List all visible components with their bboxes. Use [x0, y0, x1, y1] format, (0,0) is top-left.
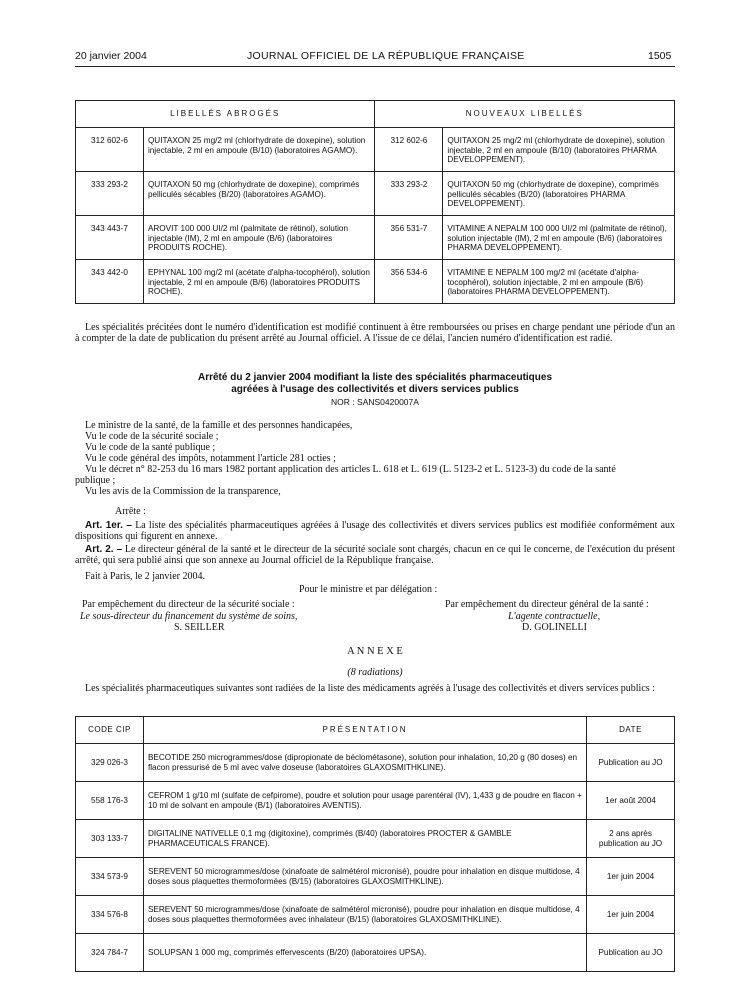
annexe-intro: Les spécialités pharmaceutiques suivantes sont radiées de la liste des médicaments agréés à l'usage des collectivités et divers services publics :	[85, 683, 655, 694]
old-text: AROVIT 100 000 UI/2 ml (palmitate de rétinol), solution injectable (IM), 2 ml en ampoule (B/6) (laboratoires PRODUITS ROCHE).	[143, 216, 375, 260]
new-code: 356 534-6	[375, 260, 443, 304]
cip-code: 334 573-9	[76, 858, 144, 896]
relabel-note: Les spécialités précitées dont le numéro d'identification est modifié continuent à être remboursées ou prises en charge pendant une période d'un an à compter de la date de publication du présent arrêté au Journal officiel. A l'issue de ce délai, l'ancien numéro d'identification est radié.	[75, 322, 675, 345]
article-1-label: Art. 1er. –	[85, 520, 132, 531]
relabel-table	[75, 100, 675, 304]
old-code: 333 293-2	[76, 172, 144, 216]
presentation-text: SOLUPSAN 1 000 mg, comprimés effervescents (B/20) (laboratoires UPSA).	[143, 934, 586, 972]
signature-right-1: Par empêchement du directeur général de la santé :	[445, 599, 649, 610]
page-number: 1505	[648, 50, 672, 62]
cip-code: 334 576-8	[76, 896, 144, 934]
annexe-title: A N N E X E	[347, 646, 403, 657]
presentation-text: SEREVENT 50 microgrammes/dose (xinafoate de salmétérol micronisé), poudre pour inhalation en disque multidose, 4 doses sous plaquettes thermoformées avec inhalateur (B/15) (laboratoires GLAXOSMITHKLINE).	[143, 896, 586, 934]
presentation-text: CEFROM 1 g/10 ml (sulfate de cefpirome), poudre et solution pour usage parentéral (IV), 1,433 g de poudre en flacon + 10 ml de solvant en ampoule (B/1) (laboratoires AVENTIS).	[143, 782, 586, 820]
radiation-date: 2 ans après publication au JO	[587, 820, 675, 858]
visa-line: publique ;	[75, 475, 116, 486]
new-text: QUITAXON 50 mg (chlorhydrate de doxepine), comprimés pelliculés sécables (B/20) (laboratoires PHARMA DEVELOPPEMENT).	[443, 172, 675, 216]
radiation-date: Publication au JO	[587, 934, 675, 972]
signature-left-1: Par empêchement du directeur de la sécurité sociale :	[82, 599, 295, 610]
radiation-date: 1er juin 2004	[587, 896, 675, 934]
radiation-table	[75, 716, 675, 972]
cip-code: 329 026-3	[76, 744, 144, 782]
table-row	[76, 782, 675, 820]
cip-code: 558 176-3	[76, 782, 144, 820]
nor-reference: NOR : SANS0420007A	[331, 397, 419, 407]
col-header-date: DATE	[587, 717, 675, 744]
table-header-row	[76, 717, 675, 744]
signature-right-2: L'agente contractuelle,	[508, 611, 601, 622]
signature-left-3: S. SEILLER	[174, 622, 225, 633]
header-rule	[75, 66, 675, 67]
header-date: 20 janvier 2004	[75, 50, 147, 62]
article-2	[75, 544, 675, 567]
col-header-new: NOUVEAUX LIBELLÉS	[375, 101, 675, 128]
article-1	[75, 520, 675, 543]
delegation-line: Pour le ministre et par délégation :	[299, 584, 438, 595]
presentation-text: DIGITALINE NATIVELLE 0,1 mg (digitoxine), comprimés (B/40) (laboratoires PROCTER & GAMBLE PHARMACEUTICALS FRANCE).	[143, 820, 586, 858]
fait-a-paris: Fait à Paris, le 2 janvier 2004.	[85, 571, 205, 582]
presentation-text: BECOTIDE 250 microgrammes/dose (dipropionate de béclométasone), solution pour inhalation, 10,20 g (80 doses) en flacon pressurisé de 5 ml avec valve doseuse (laboratoires GLAXOSMITHKLINE).	[143, 744, 586, 782]
journal-title: JOURNAL OFFICIEL DE LA RÉPUBLIQUE FRANÇAISE	[247, 50, 525, 62]
new-text: VITAMINE E NEPALM 100 mg/2 ml (acétate d'alpha-tocophérol), solution injectable, 2 ml en ampoule (B/6) (laboratoires PHARMA DEVELOPPEMENT).	[443, 260, 675, 304]
table-row	[76, 896, 675, 934]
table-row	[76, 820, 675, 858]
visa-line: Vu le code de la santé publique ;	[85, 442, 216, 453]
table-row	[76, 934, 675, 972]
radiation-date: 1er août 2004	[587, 782, 675, 820]
old-code: 343 442-0	[76, 260, 144, 304]
visa-line: Vu les avis de la Commission de la transparence,	[85, 486, 281, 497]
visa-line: Vu le code de la sécurité sociale ;	[85, 431, 219, 442]
article-2-text: Le directeur général de la santé et le directeur de la sécurité sociale sont chargés, chacun en ce qui le concerne, de l'exécution du présent arrêté, qui sera publié ainsi que son annexe au Journal officiel de la République française.	[75, 544, 676, 567]
cip-code: 303 133-7	[76, 820, 144, 858]
signature-left-2: Le sous-directeur du financement du système de soins,	[80, 611, 298, 622]
signature-right-3: D. GOLINELLI	[522, 622, 587, 633]
table-row	[76, 260, 675, 304]
visa-line: Vu le décret n° 82-253 du 16 mars 1982 portant application des articles L. 618 et L. 619 (L. 5123-2 et L. 5123-3) du code de la santé	[85, 464, 616, 475]
annexe-subtitle: (8 radiations)	[347, 667, 403, 678]
arrete-title-1: Arrêté du 2 janvier 2004 modifiant la liste des spécialités pharmaceutiques	[197, 372, 553, 383]
col-header-code: CODE CIP	[76, 717, 144, 744]
old-text: EPHYNAL 100 mg/2 ml (acétate d'alpha-tocophérol), solution injectable, 2 ml en ampoule (B/6) (laboratoires PRODUITS ROCHE).	[143, 260, 375, 304]
table-row	[76, 172, 675, 216]
article-1-text: La liste des spécialités pharmaceutiques agréées à l'usage des collectivités et divers services publics est modifiée conformément aux dispositions qui figurent en annexe.	[75, 520, 676, 543]
col-header-presentation: PRÉSENTATION	[143, 717, 586, 744]
old-text: QUITAXON 25 mg/2 ml (chlorhydrate de doxepine), solution injectable, 2 ml en ampoule (B/10) (laboratoires AGAMO).	[143, 128, 375, 172]
table-row	[76, 128, 675, 172]
old-code: 343 443-7	[76, 216, 144, 260]
new-code: 312 602-6	[375, 128, 443, 172]
table-row	[76, 216, 675, 260]
visa-line: Le ministre de la santé, de la famille et des personnes handicapées,	[85, 420, 353, 431]
new-text: VITAMINE A NEPALM 100 000 UI/2 ml (palmitate de rétinol), solution injectable (IM), 2 ml en ampoule (B/6) (laboratoires PHARMA DEVELOPPEMENT).	[443, 216, 675, 260]
presentation-text: SEREVENT 50 microgrammes/dose (xinafoate de salmétérol micronisé), poudre pour inhalation en disque multidose, 4 doses sous plaquettes thermoformées (B/15) (laboratoires GLAXOSMITHKLINE).	[143, 858, 586, 896]
old-text: QUITAXON 50 mg (chlorhydrate de doxepine), comprimés pelliculés sécables (B/20) (laboratoires AGAMO).	[143, 172, 375, 216]
table-row	[76, 744, 675, 782]
new-code: 356 531-7	[375, 216, 443, 260]
article-2-label: Art. 2. –	[85, 544, 123, 555]
visa-line: Vu le code général des impôts, notamment l'article 281 octies ;	[85, 453, 336, 464]
cip-code: 324 784-7	[76, 934, 144, 972]
old-code: 312 602-6	[76, 128, 144, 172]
col-header-old: LIBELLÉS ABROGÉS	[76, 101, 375, 128]
radiation-date: 1er juin 2004	[587, 858, 675, 896]
table-header-row	[76, 101, 675, 128]
new-code: 333 293-2	[375, 172, 443, 216]
arrete-title-2: agréées à l'usage des collectivités et divers services publics	[231, 384, 519, 395]
arrete-word: Arrête :	[115, 506, 146, 517]
table-row	[76, 858, 675, 896]
radiation-date: Publication au JO	[587, 744, 675, 782]
new-text: QUITAXON 25 mg/2 ml (chlorhydrate de doxepine), solution injectable, 2 ml en ampoule (B/10) (laboratoires PHARMA DEVELOPPEMENT).	[443, 128, 675, 172]
